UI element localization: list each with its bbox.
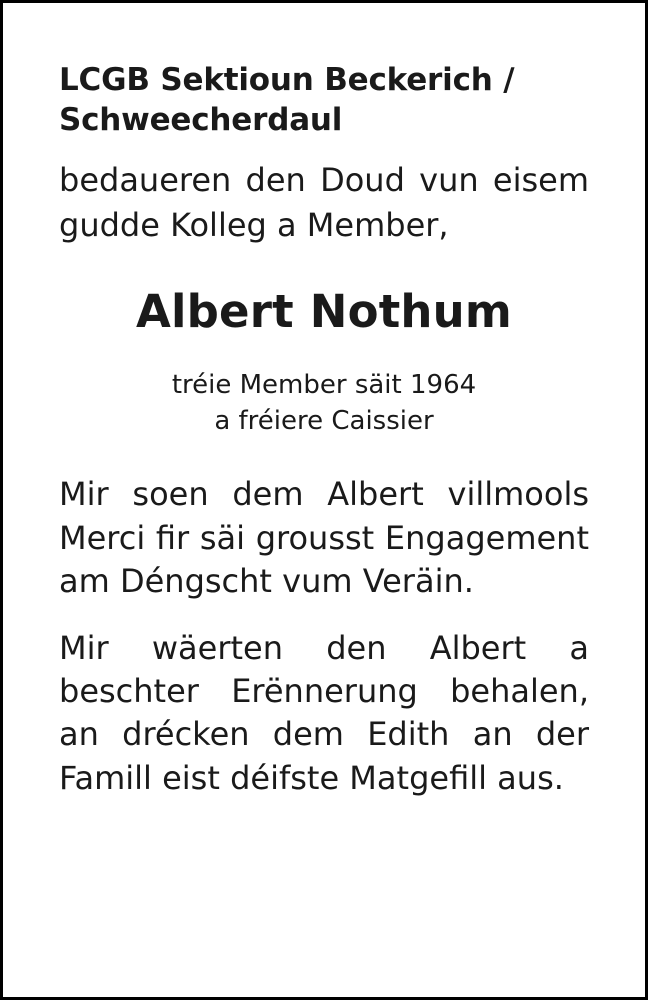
deceased-name: Albert Nothum [135,284,512,338]
membership-since: tréie Member säit 1964 [171,369,477,400]
membership-details [59,368,589,440]
tribute-paragraph-1: Mir soen dem Albert villmools Merci fir säi grousst Engagement am Déngscht vum Veräin. [59,475,589,600]
tribute-paragraph-2: Mir wäerten den Albert a beschter Erënnerung behalen, an drécken dem Edith an der Famill eist déifste Matgefill aus. [59,628,589,797]
organization-name: LCGB Sektioun Beckerich / Schweecherdaul [59,62,515,138]
intro-text: bedaueren den Doud vun eisem gudde Kolleg a Member, [59,161,589,244]
former-role: a fréiere Caissier [214,405,434,436]
